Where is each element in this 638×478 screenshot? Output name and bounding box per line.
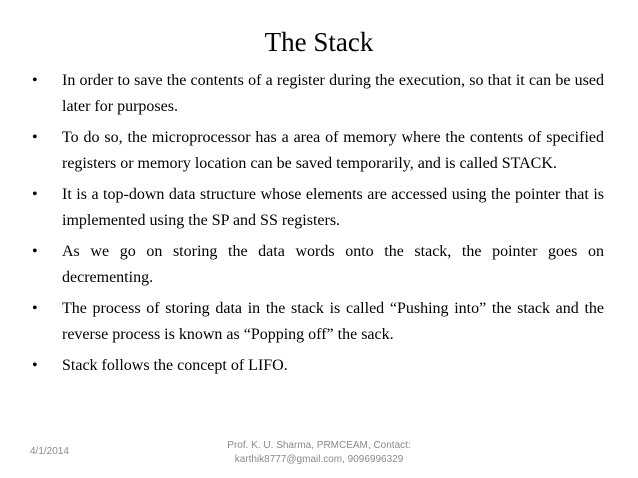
bullet-item xyxy=(32,125,604,177)
bullet-item xyxy=(32,68,604,120)
bullet-icon: • xyxy=(32,129,38,146)
bullet-list xyxy=(32,68,604,384)
bullet-icon: • xyxy=(32,300,38,317)
bullet-item xyxy=(32,239,604,291)
footer-date: 4/1/2014 xyxy=(30,446,69,457)
bullet-item xyxy=(32,182,604,234)
bullet-item xyxy=(32,353,604,379)
bullet-icon: • xyxy=(32,72,38,89)
bullet-text: As we go on storing the data words onto the stack, the pointer goes on decrementing. xyxy=(62,243,604,286)
footer-author-line: Prof. K. U. Sharma, PRMCEAM, Contact: xyxy=(227,440,411,451)
bullet-icon: • xyxy=(32,357,38,374)
bullet-icon: • xyxy=(32,186,38,203)
bullet-text: It is a top-down data structure whose elements are accessed using the pointer that is implemented using the SP and SS registers. xyxy=(62,186,604,229)
bullet-icon: • xyxy=(32,243,38,260)
slide-title: The Stack xyxy=(264,27,374,57)
bullet-text: To do so, the microprocessor has a area of memory where the contents of specified registers or memory location can be saved temporarily, and is called STACK. xyxy=(62,129,604,172)
bullet-text: In order to save the contents of a register during the execution, so that it can be used later for purposes. xyxy=(62,72,604,115)
bullet-text: The process of storing data in the stack is called “Pushing into” the stack and the reverse process is known as “Popping off” the sack. xyxy=(62,300,604,343)
footer-author xyxy=(200,439,438,467)
footer-contact-line: karthik8777@gmail.com, 9096996329 xyxy=(234,454,404,465)
bullet-item xyxy=(32,296,604,348)
bullet-text: Stack follows the concept of LIFO. xyxy=(62,357,288,374)
